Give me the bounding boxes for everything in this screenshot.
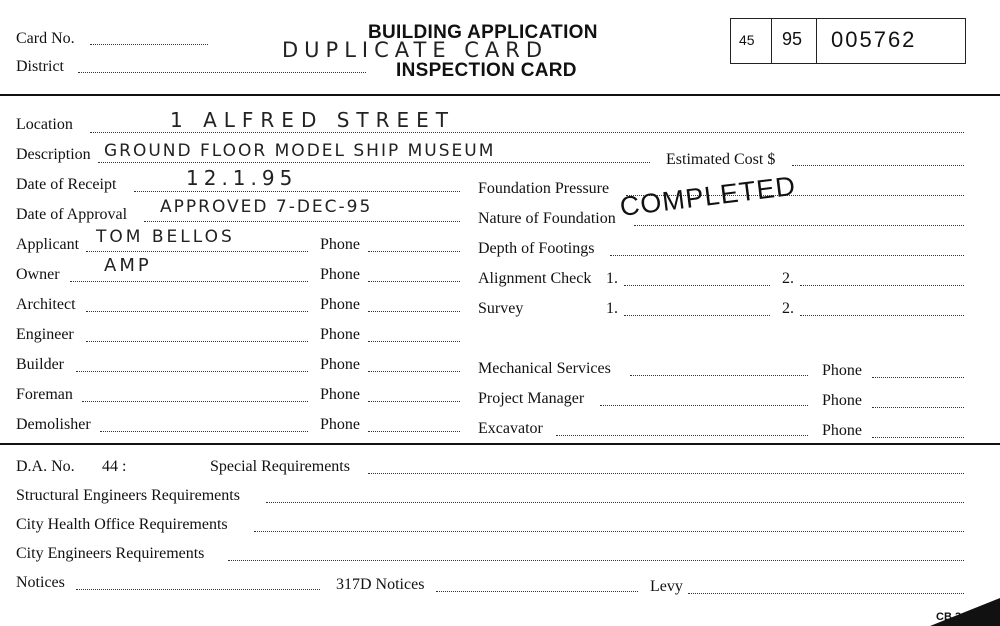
alignment-check-line-1 bbox=[624, 285, 770, 286]
estimated-cost-line bbox=[792, 165, 964, 166]
demolisher-phone-label: Phone bbox=[320, 416, 360, 433]
builder-phone-line bbox=[368, 371, 460, 372]
mechanical-services-line bbox=[630, 375, 808, 376]
levy-label: Levy bbox=[650, 578, 683, 595]
mechanical-services-phone-label: Phone bbox=[822, 362, 862, 379]
excavator-phone-label: Phone bbox=[822, 422, 862, 439]
city-engineers-line bbox=[228, 560, 964, 561]
depth-of-footings-label: Depth of Footings bbox=[478, 240, 595, 257]
footer-code: CB 3 bbox=[936, 611, 962, 623]
description-value: GROUND FLOOR MODEL SHIP MUSEUM bbox=[104, 141, 496, 161]
foundation-pressure-label: Foundation Pressure bbox=[478, 180, 610, 197]
survey-num-2: 2. bbox=[782, 300, 794, 317]
city-health-line bbox=[254, 531, 964, 532]
project-manager-phone-line bbox=[872, 407, 964, 408]
levy-line bbox=[688, 593, 964, 594]
location-value: 1 ALFRED STREET bbox=[170, 108, 455, 132]
survey-line-1 bbox=[624, 315, 770, 316]
owner-label: Owner bbox=[16, 266, 60, 283]
duplicate-card-note: DUPLICATE CARD bbox=[282, 38, 549, 62]
owner-line bbox=[70, 281, 308, 282]
survey-num-1: 1. bbox=[606, 300, 618, 317]
architect-label: Architect bbox=[16, 296, 76, 313]
demolisher-line bbox=[100, 431, 308, 432]
survey-line-2 bbox=[800, 315, 964, 316]
project-manager-line bbox=[600, 405, 808, 406]
depth-of-footings-line bbox=[610, 255, 964, 256]
demolisher-label: Demolisher bbox=[16, 416, 91, 433]
card-title-line2: INSPECTION CARD bbox=[396, 60, 577, 81]
number-box-1-value: 45 bbox=[739, 32, 755, 48]
card-no-line bbox=[90, 44, 208, 45]
number-box-3-value: 005762 bbox=[831, 27, 917, 52]
mechanical-services-phone-line bbox=[872, 377, 964, 378]
district-label: District bbox=[16, 58, 64, 75]
applicant-phone-label: Phone bbox=[320, 236, 360, 253]
notices-label: Notices bbox=[16, 574, 65, 591]
date-of-approval-label: Date of Approval bbox=[16, 206, 128, 223]
structural-engineers-line bbox=[266, 502, 964, 503]
survey-label: Survey bbox=[478, 300, 524, 317]
estimated-cost-label: Estimated Cost $ bbox=[666, 151, 776, 168]
number-box-2 bbox=[771, 18, 817, 64]
excavator-line bbox=[556, 435, 808, 436]
alignment-check-label: Alignment Check bbox=[478, 270, 592, 287]
owner-phone-label: Phone bbox=[320, 266, 360, 283]
city-health-label: City Health Office Requirements bbox=[16, 516, 228, 533]
number-box-2-value: 95 bbox=[782, 29, 803, 49]
special-requirements-line bbox=[368, 473, 964, 474]
alignment-check-num-2: 2. bbox=[782, 270, 794, 287]
notices-317d-line bbox=[436, 591, 638, 592]
date-of-receipt-label: Date of Receipt bbox=[16, 176, 117, 193]
alignment-check-num-1: 1. bbox=[606, 270, 618, 287]
applicant-line bbox=[86, 251, 308, 252]
nature-of-foundation-line bbox=[634, 225, 964, 226]
notices-line bbox=[76, 589, 320, 590]
project-manager-phone-label: Phone bbox=[822, 392, 862, 409]
completed-stamp: COMPLETED bbox=[618, 170, 798, 223]
applicant-phone-line bbox=[368, 251, 460, 252]
excavator-label: Excavator bbox=[478, 420, 543, 437]
da-no-value: 44 : bbox=[102, 458, 127, 475]
project-manager-label: Project Manager bbox=[478, 390, 585, 407]
date-of-receipt-value: 12.1.95 bbox=[186, 166, 298, 190]
foreman-phone-line bbox=[368, 401, 460, 402]
card-title-line1: BUILDING APPLICATION bbox=[368, 22, 598, 43]
da-no-label: D.A. No. bbox=[16, 458, 75, 475]
alignment-check-line-2 bbox=[800, 285, 964, 286]
date-of-approval-line bbox=[144, 221, 460, 222]
description-line bbox=[98, 162, 650, 163]
engineer-phone-label: Phone bbox=[320, 326, 360, 343]
number-box-1 bbox=[730, 18, 772, 64]
architect-line bbox=[86, 311, 308, 312]
engineer-phone-line bbox=[368, 341, 460, 342]
district-line bbox=[78, 72, 366, 73]
foreman-label: Foreman bbox=[16, 386, 73, 403]
applicant-value: TOM BELLOS bbox=[96, 227, 235, 247]
date-of-receipt-line bbox=[134, 191, 460, 192]
notices-317d-label: 317D Notices bbox=[336, 576, 425, 593]
special-requirements-label: Special Requirements bbox=[210, 458, 350, 475]
nature-of-foundation-label: Nature of Foundation bbox=[478, 210, 616, 227]
location-line bbox=[90, 132, 964, 133]
engineer-line bbox=[86, 341, 308, 342]
architect-phone-line bbox=[368, 311, 460, 312]
applicant-label: Applicant bbox=[16, 236, 80, 253]
owner-value: AMP bbox=[104, 255, 152, 276]
foreman-phone-label: Phone bbox=[320, 386, 360, 403]
city-engineers-label: City Engineers Requirements bbox=[16, 545, 205, 562]
requirements-divider bbox=[0, 443, 1000, 445]
date-of-approval-value: APPROVED 7-DEC-95 bbox=[160, 197, 373, 217]
description-label: Description bbox=[16, 146, 91, 163]
header-divider bbox=[0, 94, 1000, 96]
owner-phone-line bbox=[368, 281, 460, 282]
builder-line bbox=[76, 371, 308, 372]
architect-phone-label: Phone bbox=[320, 296, 360, 313]
location-label: Location bbox=[16, 116, 73, 133]
number-box-3 bbox=[816, 18, 966, 64]
builder-phone-label: Phone bbox=[320, 356, 360, 373]
card-no-label: Card No. bbox=[16, 30, 75, 47]
corner-mark bbox=[930, 598, 1000, 626]
demolisher-phone-line bbox=[368, 431, 460, 432]
builder-label: Builder bbox=[16, 356, 64, 373]
excavator-phone-line bbox=[872, 437, 964, 438]
structural-engineers-label: Structural Engineers Requirements bbox=[16, 487, 240, 504]
foreman-line bbox=[82, 401, 308, 402]
mechanical-services-label: Mechanical Services bbox=[478, 360, 611, 377]
engineer-label: Engineer bbox=[16, 326, 74, 343]
